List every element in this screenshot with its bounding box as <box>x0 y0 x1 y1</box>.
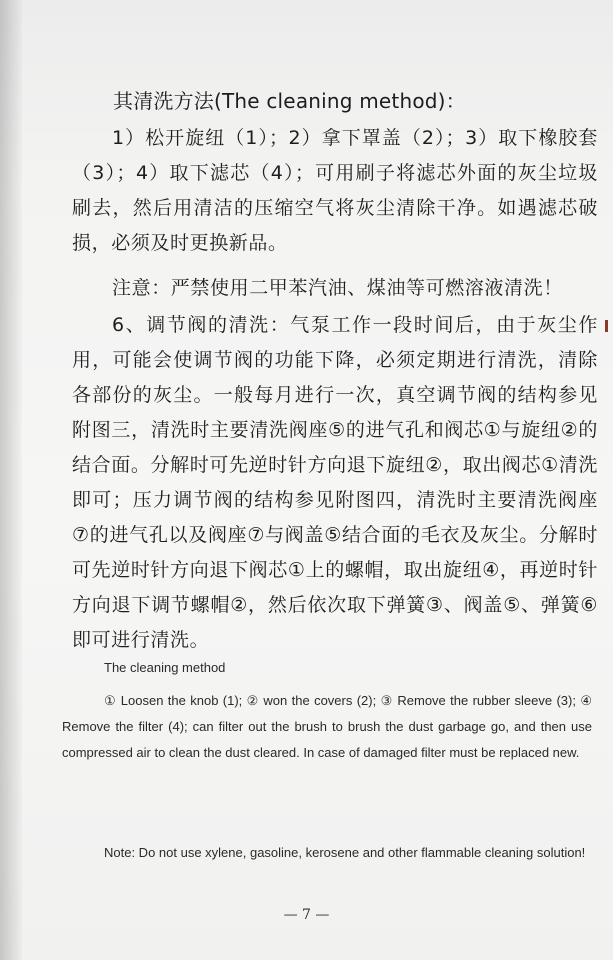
section-heading: 其清洗方法(The cleaning method)： <box>113 89 466 113</box>
edge-mark <box>605 320 608 332</box>
english-note: Note: Do not use xylene, gasoline, kerosene and other flammable cleaning solution! <box>104 845 586 860</box>
paragraph-warning-note: 注意：严禁使用二甲苯汽油、煤油等可燃溶液清洗！ <box>112 277 563 299</box>
page-number: — 7 — <box>283 907 330 923</box>
paragraph-filter-cleaning: 1）松开旋纽（1）；2）拿下罩盖（2）；3）取下橡胶套（3）；4）取下滤芯（4）；可用刷子将滤芯外面的灰尘垃圾刷去，然后用清洁的压缩空气将灰尘清除干净。如遇滤芯破损，必须及时更换新品。 <box>72 127 598 254</box>
english-title: The cleaning method <box>104 660 226 675</box>
paragraph-valve-cleaning: 6、调节阀的清洗：气泵工作一段时间后，由于灰尘作用，可能会使调节阀的功能下降，必须定期进行清洗，清除各部份的灰尘。一般每月进行一次，真空调节阀的结构参见附图三，清洗时主要清洗阀座⑤的进气孔和阀芯①与旋纽②的结合面。分解时可先逆时针方向退下旋纽②，取出阀芯①清洗即可；压力调节阀的结构参见附图四，清洗时主要清洗阀座⑦的进气孔以及阀座⑦与阀盖⑤结合面的毛衣及灰尘。分解时可先逆时针方向退下阀芯①上的螺帽，取出旋纽④，再逆时针方向退下调节螺帽②，然后依次取下弹簧③、阀盖⑤、弹簧⑥即可进行清洗。 <box>72 314 598 651</box>
english-body: ① Loosen the knob (1); ② won the covers (2); ③ Remove the rubber sleeve (3); ④ Remove the filter (4); can filter out the brush to brush the dust garbage go, and then use compressed air to clean the dust cleared. In case of damaged filter must be replaced new. <box>62 693 592 760</box>
